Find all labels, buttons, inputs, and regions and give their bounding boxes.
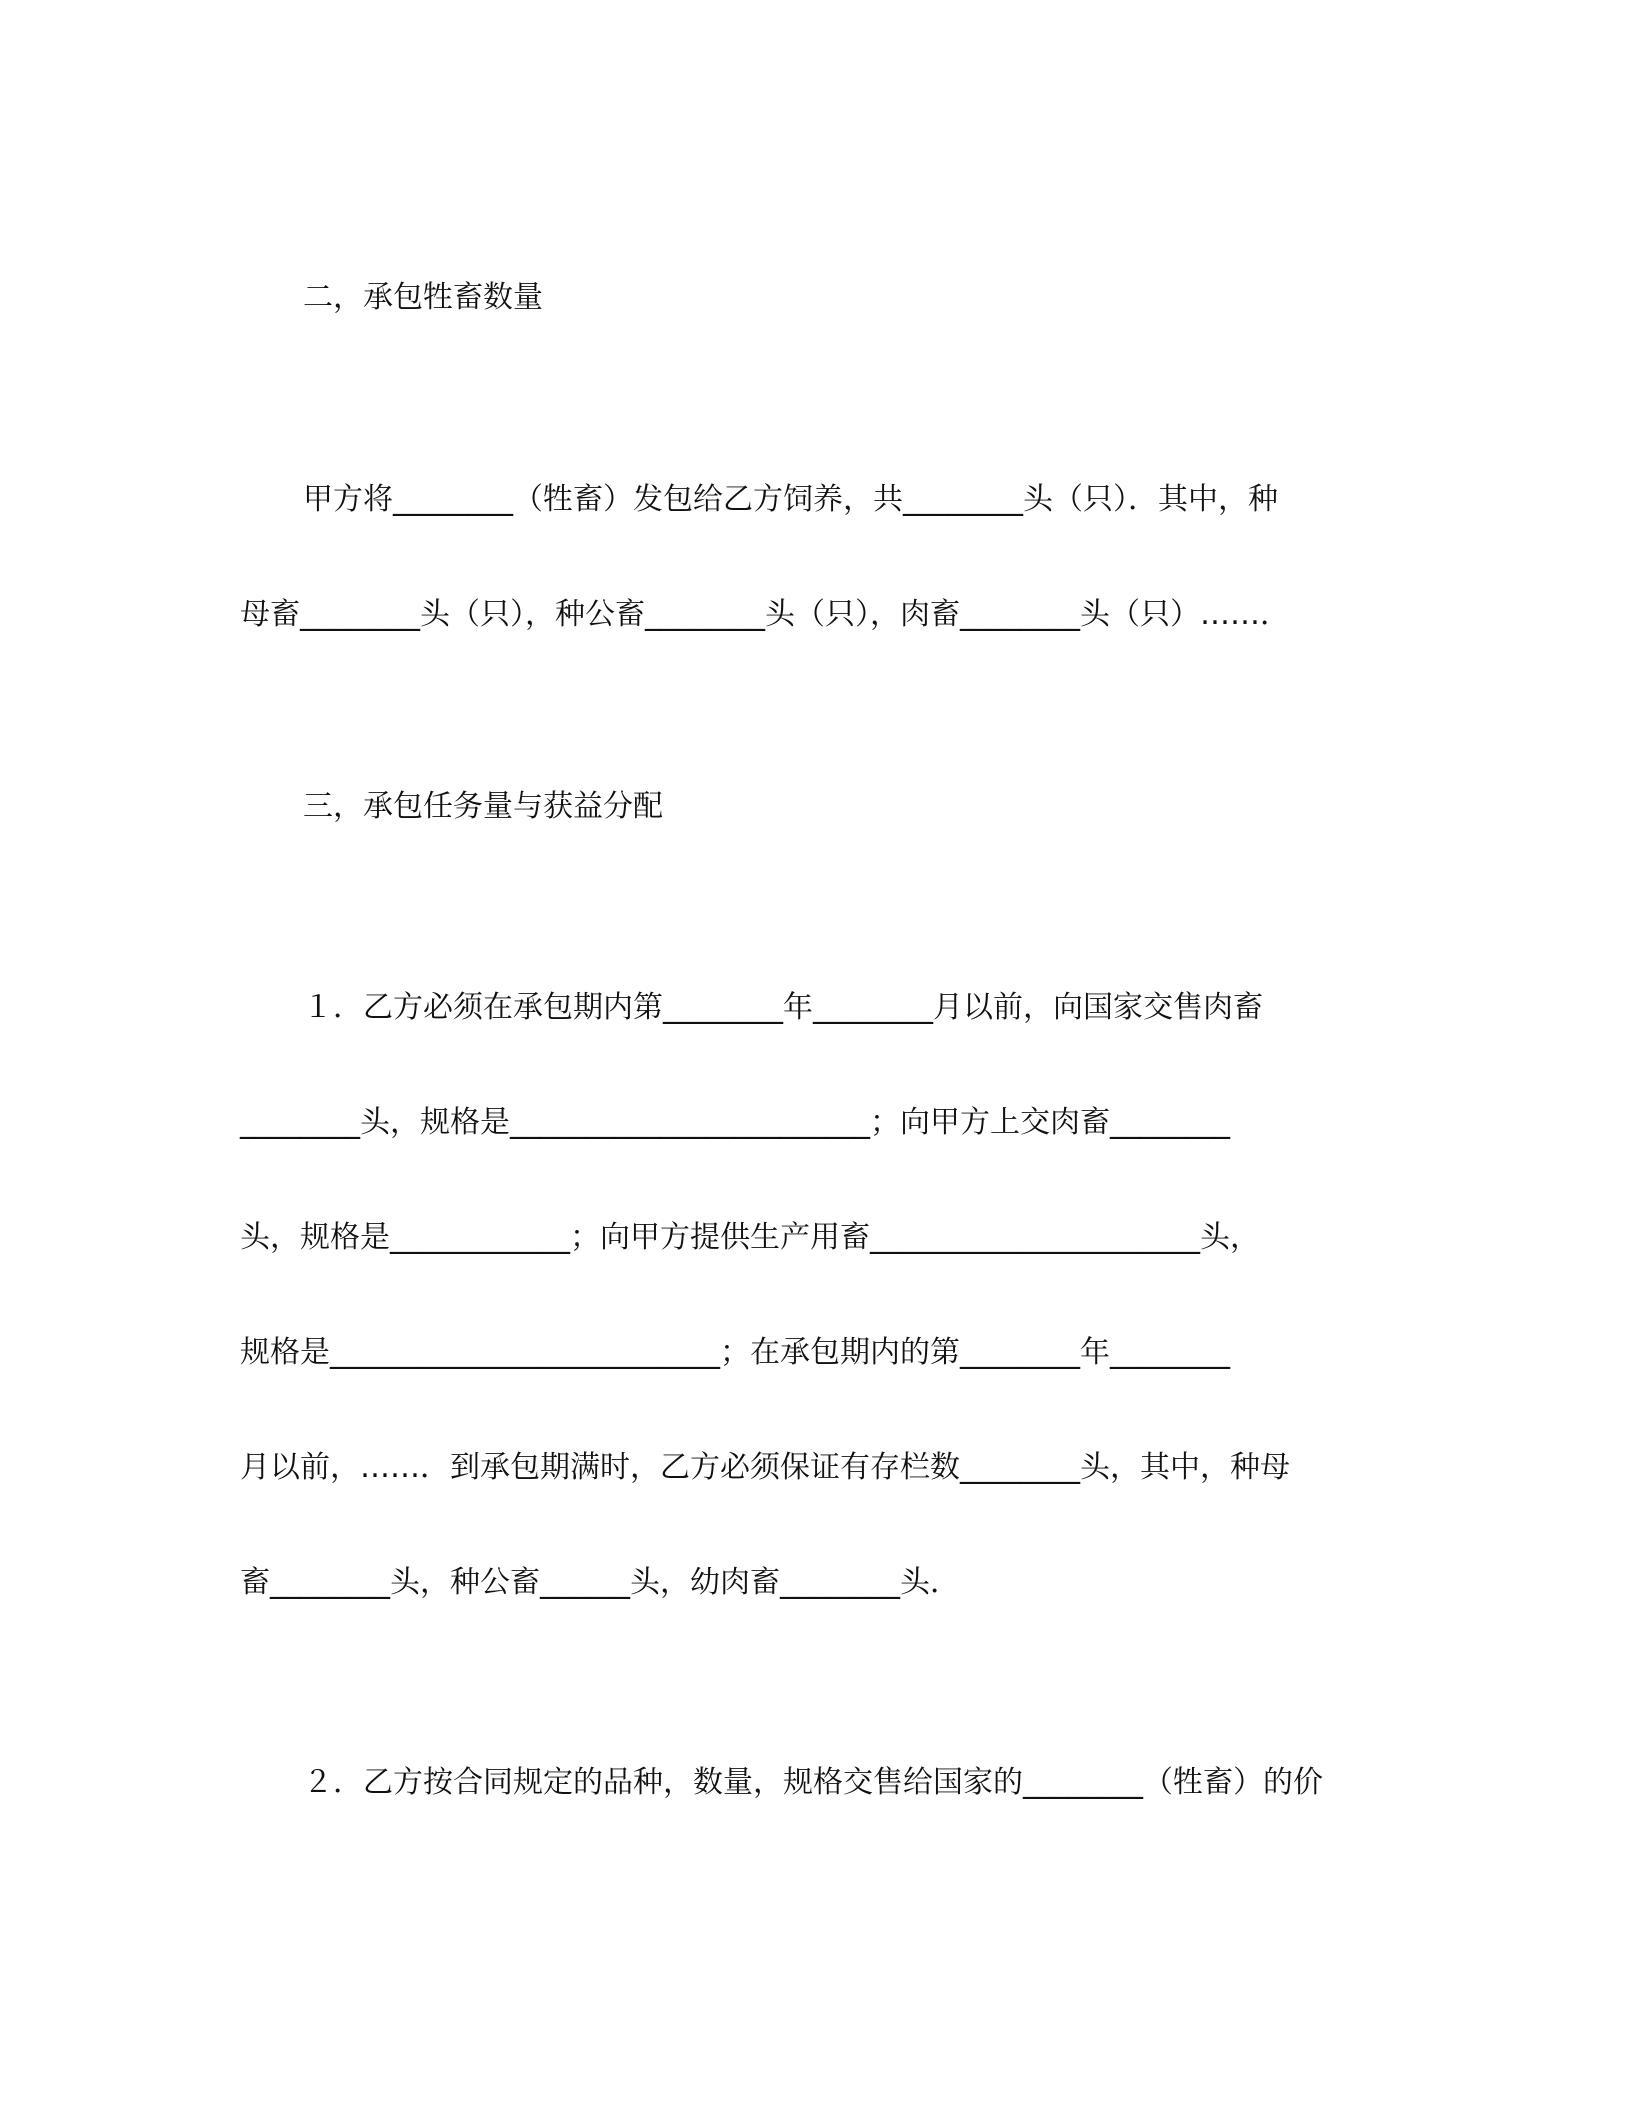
item-1-line-2: ________头，规格是________________________；向甲方上交肉畜________ (240, 1105, 1230, 1140)
section-2-paragraph-line-2: 母畜________头（只），种公畜________头（只），肉畜________头（只）……． (240, 597, 1290, 632)
section-2-heading: 二，承包牲畜数量 (303, 280, 543, 315)
item-1-line-1: １．乙方必须在承包期内第________年________月以前，向国家交售肉畜 (303, 990, 1263, 1025)
item-1-line-4: 规格是__________________________；在承包期内的第________年________ (240, 1335, 1230, 1370)
section-2-paragraph-line-1: 甲方将________（牲畜）发包给乙方饲养，共________头（只）．其中，种 (303, 482, 1278, 517)
item-2-line-1: ２．乙方按合同规定的品种，数量，规格交售给国家的________（牲畜）的价 (303, 1765, 1323, 1800)
item-1-line-6: 畜________头，种公畜______头，幼肉畜________头． (240, 1565, 960, 1600)
item-1-line-5: 月以前，……．到承包期满时，乙方必须保证有存栏数________头，其中，种母 (240, 1450, 1290, 1485)
section-3-heading: 三，承包任务量与获益分配 (303, 789, 663, 824)
item-1-line-3: 头，规格是____________；向甲方提供生产用畜______________________头， (240, 1220, 1260, 1255)
